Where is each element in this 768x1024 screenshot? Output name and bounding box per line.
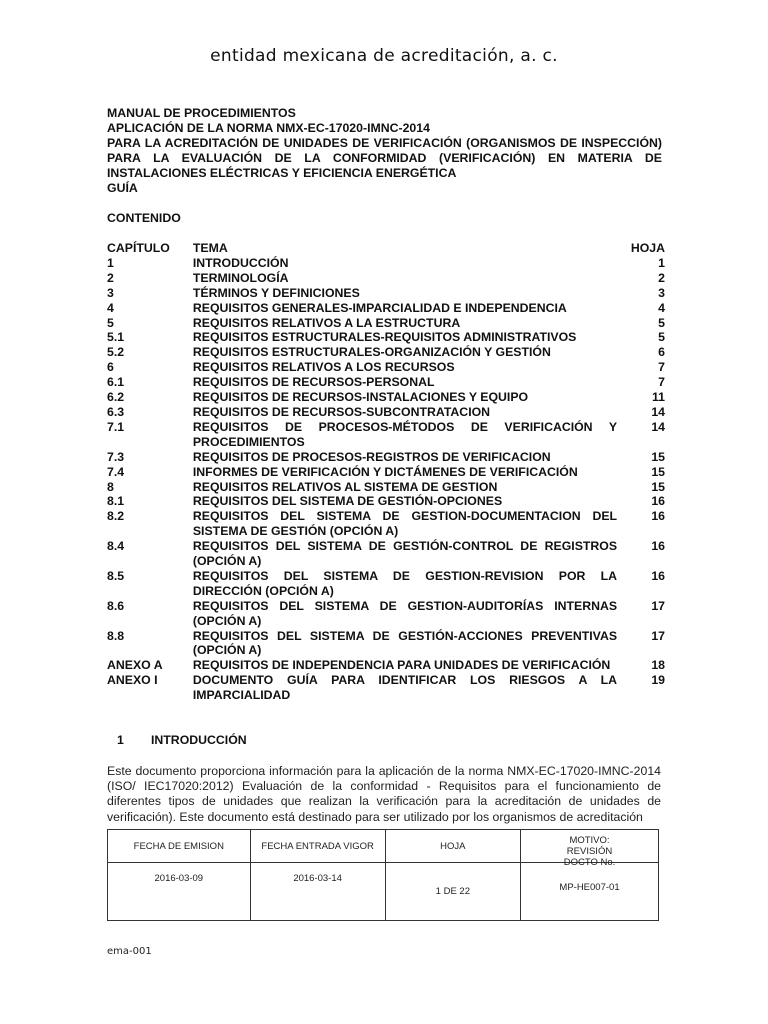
document-heading (107, 106, 662, 196)
toc-row (107, 509, 667, 539)
toc-chapter-number: 7.1 (107, 419, 125, 434)
reason-label: MOTIVO: (569, 835, 610, 846)
toc-topic: REQUISITOS DE PROCESOS-REGISTROS DE VERIFICACION (192, 449, 551, 464)
toc-page-number: 2 (658, 270, 665, 285)
heading-line: APLICACIÓN DE LA NORMA NMX-EC-17020-IMNC-2014 (107, 121, 430, 135)
toc-row (107, 256, 667, 271)
toc-topic: INFORMES DE VERIFICACIÓN Y DICTÁMENES DE VERIFICACIÓN (192, 464, 578, 479)
toc-row (107, 450, 667, 465)
toc-chapter-number: 6 (107, 360, 114, 375)
effective-date-label: FECHA ENTRADA VIGOR (250, 830, 385, 863)
toc-chapter-number: 8 (107, 479, 114, 494)
toc-header-row (107, 241, 667, 256)
toc-row (107, 658, 667, 673)
toc-chapter-number: 8.8 (107, 628, 125, 643)
toc-topic: REQUISITOS RELATIVOS AL SISTEMA DE GESTION (192, 479, 498, 494)
heading-line: MANUAL DE PROCEDIMIENTOS (107, 106, 296, 120)
page-value: 1 DE 22 (385, 863, 520, 921)
toc-row (107, 673, 667, 703)
toc-topic: REQUISITOS DEL SISTEMA DE GESTIÓN-OPCIONES (192, 494, 503, 509)
toc-page-number: 7 (658, 360, 665, 375)
toc-page-number: 7 (658, 375, 665, 390)
toc-topic: REQUISITOS DE PROCESOS-MÉTODOS DE VERIFICACIÓN Y PROCEDIMIENTOS (192, 419, 618, 449)
toc-page-number: 11 (652, 390, 665, 405)
toc-row (107, 330, 667, 345)
toc-page-number: 4 (658, 300, 665, 315)
toc-row (107, 345, 667, 360)
toc-page-number: 14 (651, 404, 665, 419)
toc-page-number: 16 (651, 509, 665, 524)
issue-date-label: FECHA DE EMISION (108, 830, 251, 863)
section-title: INTRODUCCIÓN (151, 733, 247, 747)
toc-chapter-number: 3 (107, 285, 114, 300)
toc-page-number: 6 (658, 345, 665, 360)
toc-chapter-number: 8.1 (107, 494, 125, 509)
organization-name: entidad mexicana de acreditación, a. c. (210, 46, 558, 66)
toc-chapter-number: 1 (107, 255, 114, 270)
toc-row (107, 301, 667, 316)
effective-date-value: 2016-03-14 (250, 863, 385, 921)
heading-line: GUÍA (107, 181, 138, 195)
page-label: HOJA (385, 830, 520, 863)
toc-chapter-number: 5.2 (107, 345, 125, 360)
toc-topic: REQUISITOS ESTRUCTURALES-ORGANIZACIÓN Y GESTIÓN (192, 345, 551, 360)
toc-row (107, 390, 667, 405)
toc-chapter-number: 6.2 (107, 390, 125, 405)
toc-page-number: 15 (651, 464, 665, 479)
toc-row (107, 629, 667, 659)
toc-page-number: 17 (651, 598, 665, 613)
document-number-value: MP-HE007-01 (559, 882, 620, 893)
toc-topic: REQUISITOS DE RECURSOS-INSTALACIONES Y EQUIPO (192, 390, 529, 405)
toc-row (107, 465, 667, 480)
toc-page-number: 18 (651, 658, 665, 673)
toc-header-chapter: CAPÍTULO (107, 241, 170, 255)
toc-row (107, 569, 667, 599)
toc-chapter-number: 6.1 (107, 375, 125, 390)
toc-topic: INTRODUCCIÓN (192, 255, 289, 270)
toc-chapter-number: 7.4 (107, 464, 125, 479)
toc-page-number: 15 (651, 479, 665, 494)
toc-row (107, 420, 667, 450)
toc-topic: DOCUMENTO GUÍA PARA IDENTIFICAR LOS RIESGOS A LA IMPARCIALIDAD (192, 673, 618, 703)
toc-row (107, 539, 667, 569)
toc-page-number: 5 (658, 330, 665, 345)
toc-row (107, 480, 667, 495)
table-of-contents (107, 241, 667, 703)
toc-page-number: 15 (651, 449, 665, 464)
toc-topic: TERMINOLOGÍA (192, 270, 289, 285)
toc-page-number: 16 (651, 494, 665, 509)
toc-chapter-number: 7.3 (107, 449, 125, 464)
toc-chapter-number: 8.4 (107, 539, 125, 554)
toc-header-page: HOJA (630, 241, 665, 255)
toc-chapter-number: 8.5 (107, 568, 125, 583)
toc-row (107, 494, 667, 509)
document-control-table (107, 829, 659, 921)
toc-row (107, 405, 667, 420)
toc-chapter-number: ANEXO A (107, 658, 163, 673)
toc-row (107, 271, 667, 286)
toc-page-number: 3 (658, 285, 665, 300)
toc-chapter-number: 5.1 (107, 330, 125, 345)
toc-body (107, 256, 667, 703)
toc-chapter-number: 8.2 (107, 509, 125, 524)
toc-topic: TÉRMINOS Y DEFINICIONES (192, 285, 360, 300)
toc-topic: REQUISITOS DE INDEPENDENCIA PARA UNIDADES DE VERIFICACIÓN (192, 658, 611, 673)
toc-page-number: 5 (658, 315, 665, 330)
toc-topic: REQUISITOS DEL SISTEMA DE GESTION-DOCUMENTACION DEL SISTEMA DE GESTIÓN (OPCIÓN A) (192, 509, 618, 539)
section-body-text: Este documento proporciona información para la aplicación de la norma NMX-EC-17020-IMNC-2014 (ISO/ IEC17020:2012) Evaluación de la conformidad - Requisitos para el funcionamiento de diferentes tipos de unidades que realizan la verificación para la acreditación de unidades de verificación). Este documento está destinado para ser utilizado por los organismos de acreditación (107, 764, 661, 824)
toc-row (107, 360, 667, 375)
toc-row (107, 286, 667, 301)
revision-label: REVISIÓN (566, 846, 613, 857)
section-heading (117, 733, 247, 747)
document-number-label: DOCTO No. (563, 857, 616, 868)
toc-topic: REQUISITOS DEL SISTEMA DE GESTIÓN-CONTROL DE REGISTROS (OPCIÓN A) (192, 539, 618, 569)
toc-page-number: 19 (651, 673, 665, 688)
toc-chapter-number: 4 (107, 300, 114, 315)
toc-topic: REQUISITOS GENERALES-IMPARCIALIDAD E INDEPENDENCIA (192, 300, 567, 315)
toc-chapter-number: 2 (107, 270, 114, 285)
toc-chapter-number: 6.3 (107, 404, 125, 419)
heading-line: PARA LA ACREDITACIÓN DE UNIDADES DE VERIFICACIÓN (ORGANISMOS DE INSPECCIÓN) PARA LA EVALUACIÓN DE LA CONFORMIDAD (VERIFICACIÓN) EN MATERIA DE INSTALACIONES ELÉCTRICAS Y EFICIENCIA ENERGÉTICA (107, 136, 662, 180)
toc-chapter-number: 5 (107, 315, 114, 330)
toc-topic: REQUISITOS DEL SISTEMA DE GESTION-REVISION POR LA DIRECCIÓN (OPCIÓN A) (192, 568, 618, 598)
toc-topic: REQUISITOS DEL SISTEMA DE GESTION-AUDITORÍAS INTERNAS (OPCIÓN A) (192, 598, 618, 628)
toc-header-topic: TEMA (192, 241, 228, 255)
toc-row (107, 375, 667, 390)
toc-topic: REQUISITOS RELATIVOS A LA ESTRUCTURA (192, 315, 461, 330)
toc-row (107, 599, 667, 629)
toc-topic: REQUISITOS DE RECURSOS-PERSONAL (192, 375, 435, 390)
toc-topic: REQUISITOS ESTRUCTURALES-REQUISITOS ADMINISTRATIVOS (192, 330, 577, 345)
toc-topic: REQUISITOS DEL SISTEMA DE GESTIÓN-ACCIONES PREVENTIVAS (OPCIÓN A) (192, 628, 618, 658)
contents-label: CONTENIDO (107, 211, 181, 225)
document-number-cell (521, 857, 659, 921)
form-code: ema-001 (107, 946, 152, 957)
toc-page-number: 16 (651, 568, 665, 583)
toc-page-number: 14 (651, 419, 665, 434)
toc-page-number: 17 (651, 628, 665, 643)
issue-date-value: 2016-03-09 (108, 863, 251, 921)
toc-chapter-number: 8.6 (107, 598, 125, 613)
toc-row (107, 316, 667, 331)
toc-page-number: 1 (658, 255, 665, 270)
toc-chapter-number: ANEXO I (107, 673, 158, 688)
toc-page-number: 16 (651, 539, 665, 554)
section-number: 1 (117, 733, 124, 747)
toc-topic: REQUISITOS RELATIVOS A LOS RECURSOS (192, 360, 455, 375)
toc-topic: REQUISITOS DE RECURSOS-SUBCONTRATACION (192, 404, 491, 419)
